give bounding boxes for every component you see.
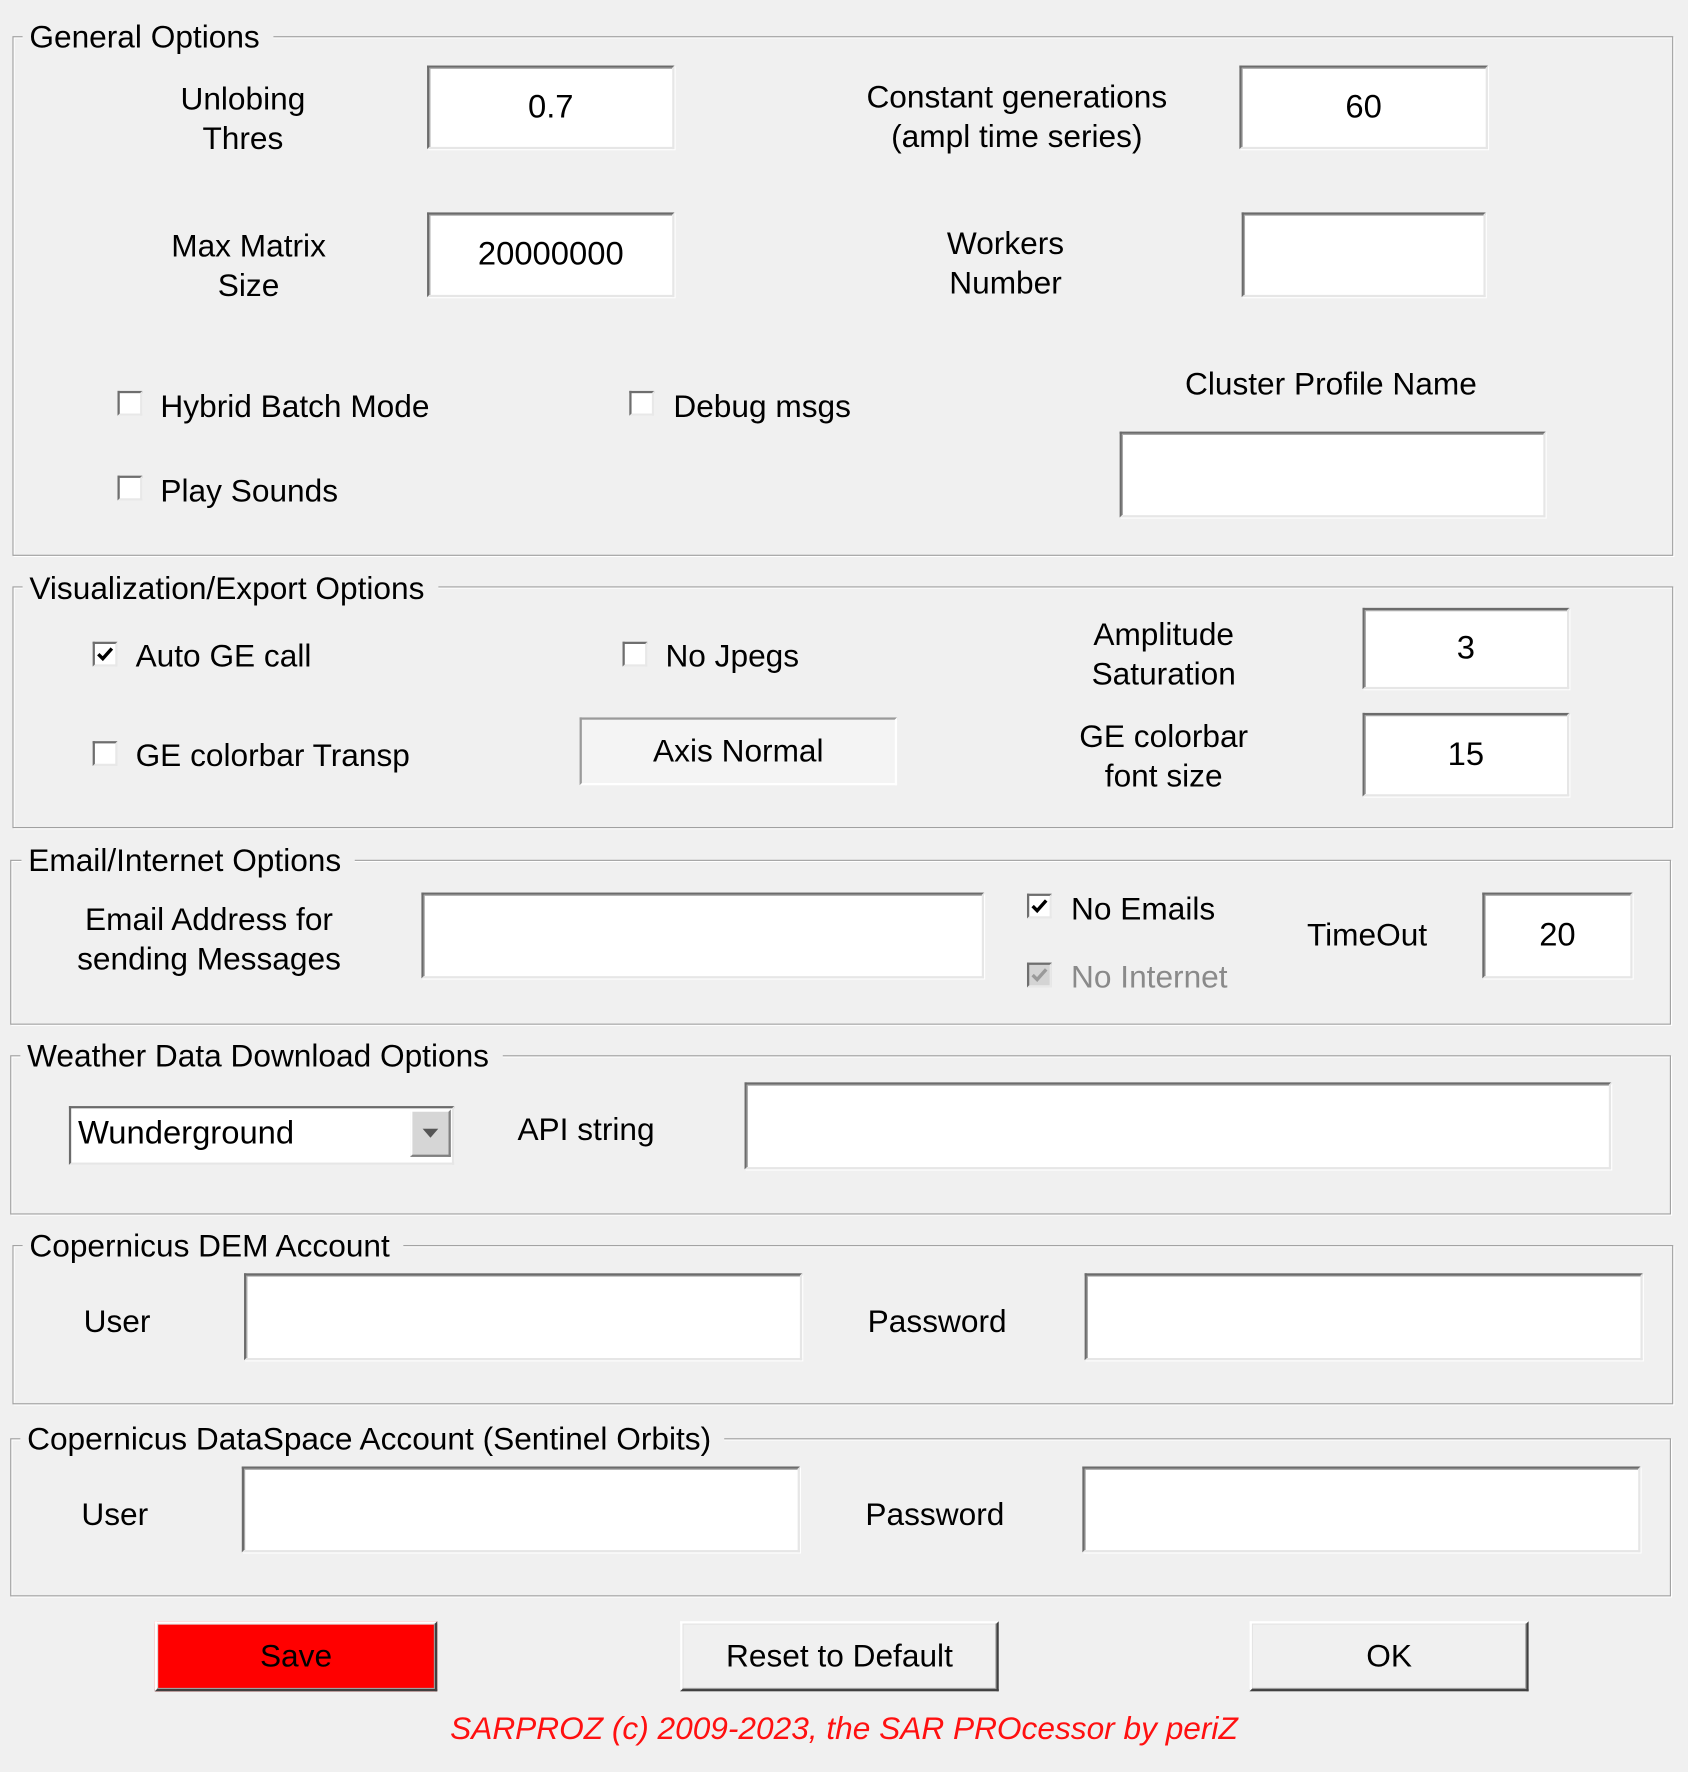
- dem-user-label: User: [83, 1303, 151, 1339]
- chevron-down-icon[interactable]: [410, 1109, 451, 1156]
- auto-ge-call-checkbox[interactable]: [93, 642, 118, 667]
- axis-normal-button[interactable]: Axis Normal: [580, 717, 897, 785]
- auto-ge-call-label: Auto GE call: [135, 638, 312, 674]
- cluster-profile-name-input[interactable]: [1120, 432, 1546, 518]
- reset-to-default-button[interactable]: Reset to Default: [680, 1621, 999, 1691]
- ge-colorbar-font-size-label: GE colorbar font size: [1079, 718, 1249, 794]
- weather-options-title: Weather Data Download Options: [20, 1038, 502, 1074]
- dataspace-user-label: User: [81, 1496, 149, 1533]
- check-mark-icon: [1029, 965, 1049, 985]
- hybrid-batch-mode-label: Hybrid Batch Mode: [160, 388, 430, 424]
- api-string-label: API string: [517, 1111, 655, 1147]
- timeout-input[interactable]: 20: [1482, 893, 1632, 979]
- unlobing-thres-input[interactable]: 0.7: [427, 66, 674, 150]
- email-options-title: Email/Internet Options: [21, 843, 354, 879]
- dataspace-user-input[interactable]: [242, 1466, 800, 1552]
- dataspace-password-input[interactable]: [1082, 1466, 1640, 1552]
- ge-colorbar-font-size-input[interactable]: 15: [1363, 713, 1570, 797]
- max-matrix-size-label: Max Matrix Size: [171, 228, 326, 303]
- api-string-input[interactable]: [745, 1082, 1612, 1169]
- copyright-footer: SARPROZ (c) 2009-2023, the SAR PROcessor by periZ: [450, 1710, 1238, 1746]
- constant-generations-label: Constant generations (ampl time series): [866, 79, 1168, 154]
- check-mark-icon: [1029, 896, 1049, 916]
- email-address-label: Email Address for sending Messages: [77, 901, 341, 977]
- constant-generations-input[interactable]: 60: [1239, 66, 1488, 150]
- unlobing-label: Unlobing Thres: [180, 81, 306, 156]
- play-sounds-label: Play Sounds: [160, 473, 339, 509]
- timeout-label: TimeOut: [1307, 917, 1428, 953]
- ge-colorbar-transp-label: GE colorbar Transp: [135, 737, 410, 773]
- cluster-profile-name-label: Cluster Profile Name: [1184, 366, 1477, 402]
- debug-msgs-label: Debug msgs: [673, 388, 851, 424]
- general-options-title: General Options: [23, 19, 274, 55]
- no-internet-label: No Internet: [1071, 959, 1228, 995]
- no-jpegs-checkbox[interactable]: [623, 642, 648, 667]
- weather-provider-select[interactable]: [69, 1106, 454, 1165]
- dem-account-title: Copernicus DEM Account: [23, 1228, 404, 1264]
- check-mark-icon: [95, 644, 115, 664]
- dataspace-account-title: Copernicus DataSpace Account (Sentinel Orbits): [20, 1421, 724, 1457]
- visualization-options-title: Visualization/Export Options: [23, 571, 438, 607]
- weather-provider-value: Wunderground: [77, 1115, 295, 1152]
- email-address-input[interactable]: [421, 893, 984, 979]
- no-emails-label: No Emails: [1071, 891, 1216, 927]
- ge-colorbar-transp-checkbox[interactable]: [93, 741, 118, 766]
- workers-number-label: Workers Number: [946, 225, 1065, 301]
- play-sounds-checkbox[interactable]: [117, 476, 142, 501]
- no-jpegs-label: No Jpegs: [665, 638, 800, 674]
- dataspace-password-label: Password: [865, 1496, 1005, 1533]
- no-internet-checkbox[interactable]: [1027, 963, 1052, 988]
- dem-password-input[interactable]: [1085, 1273, 1643, 1360]
- save-button[interactable]: Save: [155, 1621, 437, 1691]
- workers-number-input[interactable]: [1242, 212, 1486, 297]
- debug-msgs-checkbox[interactable]: [629, 391, 654, 416]
- dem-password-label: Password: [867, 1303, 1007, 1339]
- max-matrix-size-input[interactable]: 20000000: [427, 212, 674, 297]
- amplitude-saturation-input[interactable]: 3: [1363, 608, 1570, 689]
- ok-button[interactable]: OK: [1250, 1621, 1529, 1691]
- dem-user-input[interactable]: [244, 1273, 802, 1360]
- hybrid-batch-mode-checkbox[interactable]: [117, 391, 142, 416]
- amplitude-saturation-label: Amplitude Saturation: [1091, 616, 1236, 692]
- no-emails-checkbox[interactable]: [1027, 894, 1052, 919]
